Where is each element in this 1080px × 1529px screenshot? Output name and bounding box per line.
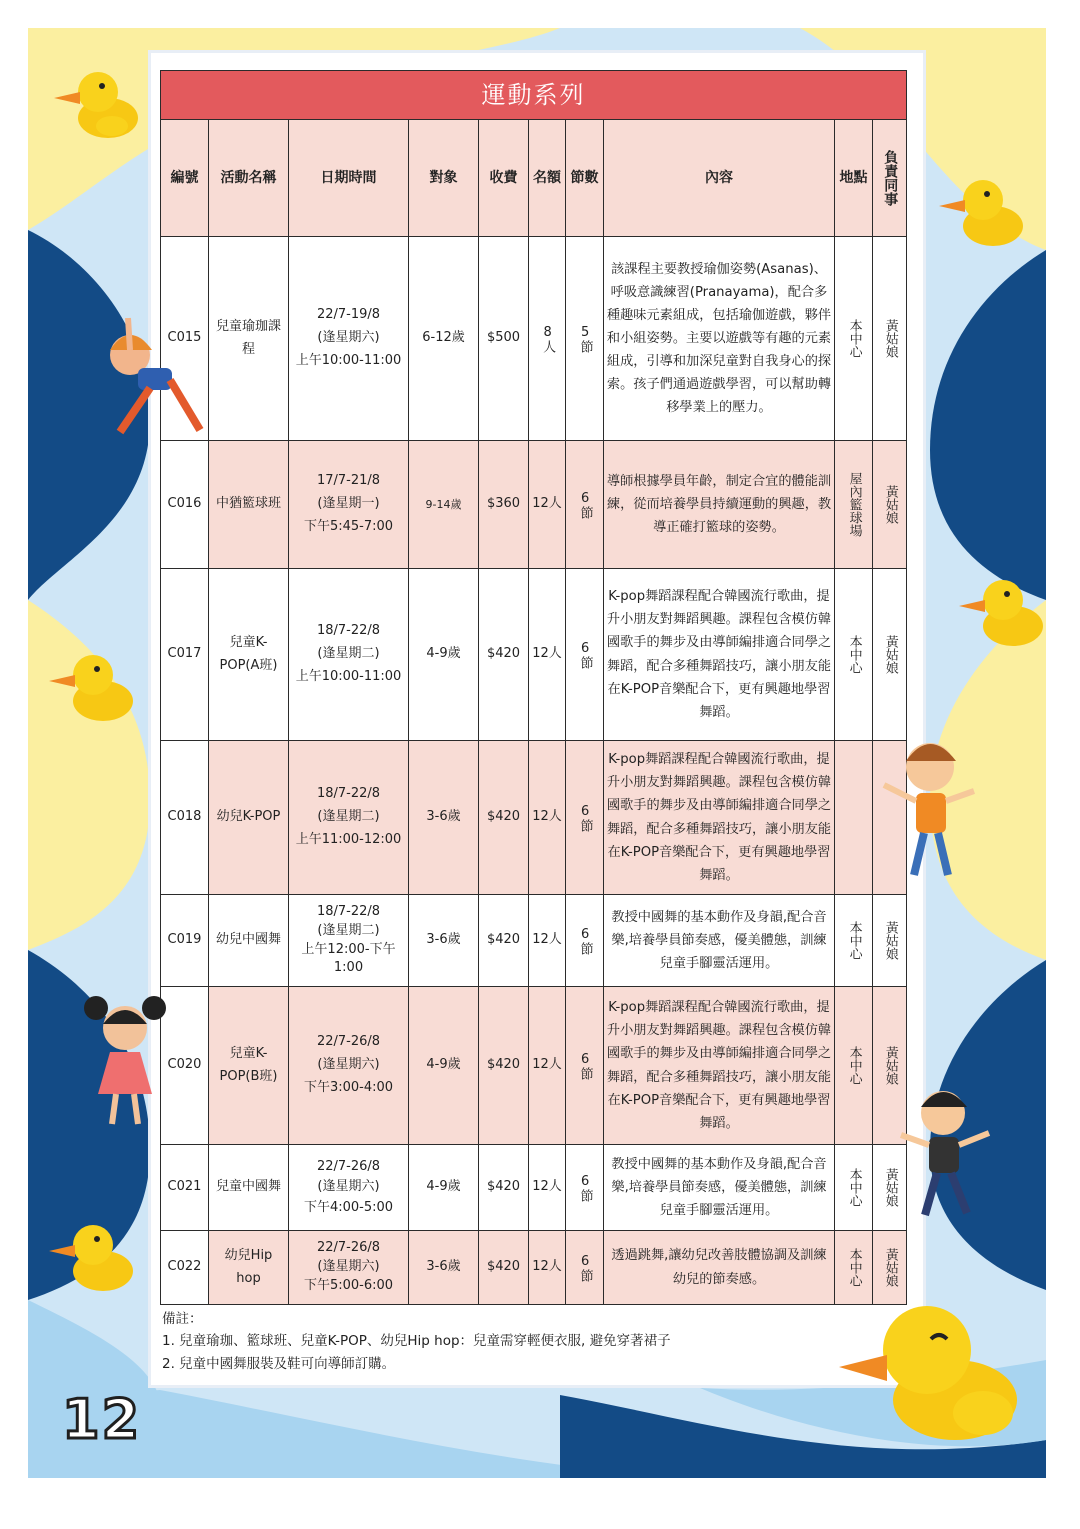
course-datetime: 22/7-26/8 (逢星期六) 下午4:00-5:00 [289,1145,409,1231]
course-staff: 黃姑娘 [873,1145,907,1231]
sports-schedule-table [160,70,907,1305]
page-number: 12 [62,1388,142,1451]
header-content: 內容 [604,120,835,237]
dancing-girl-illustration [80,990,170,1130]
course-sessions: 6節 [566,741,604,895]
course-name: 中猶籃球班 [209,441,289,569]
rubber-duck-icon [835,1295,1025,1445]
course-staff: 黃姑娘 [873,895,907,987]
course-venue: 本中心 [835,569,873,741]
header-name: 活動名稱 [209,120,289,237]
section-title: 運動系列 [161,71,907,120]
course-venue: 本中心 [835,1145,873,1231]
course-target: 6-12歲 [409,237,479,441]
table-row [161,237,907,441]
header-venue: 地點 [835,120,873,237]
course-code: C022 [161,1231,209,1305]
course-code: C018 [161,741,209,895]
course-target: 4-9歲 [409,569,479,741]
table-row [161,441,907,569]
course-name: 兒童K-POP(B班) [209,987,289,1145]
course-target: 4-9歲 [409,987,479,1145]
rubber-duck-icon [45,1215,137,1295]
dancing-kid-illustration [895,1085,995,1225]
course-quota: 12人 [529,1231,566,1305]
course-name: 幼兒K-POP [209,741,289,895]
course-sessions: 6節 [566,1145,604,1231]
note-item: 2. 兒童中國舞服裝及鞋可向導師訂購。 [162,1355,396,1372]
table-row [161,987,907,1145]
course-content: K-pop舞蹈課程配合韓國流行歌曲，提升小朋友對舞蹈興趣。課程包含模仿韓國歌手的舞步及由導師編排適合同學之舞蹈，配合多種舞蹈技巧，讓小朋友能在K-POP音樂配合下，更有興趣地學習舞蹈。 [604,987,835,1145]
course-datetime: 18/7-22/8 (逢星期二) 上午10:00-11:00 [289,569,409,741]
course-name: 兒童K-POP(A班) [209,569,289,741]
course-sessions: 6節 [566,441,604,569]
course-code: C021 [161,1145,209,1231]
course-target: 3-6歲 [409,1231,479,1305]
course-fee: $420 [479,569,529,741]
table-row [161,1231,907,1305]
yoga-girl-illustration [100,310,210,440]
course-staff: 黃姑娘 [873,987,907,1145]
header-row [161,120,907,237]
course-target: 3-6歲 [409,895,479,987]
course-content: 教授中國舞的基本動作及身韻,配合音樂,培養學員節奏感，優美體態，訓練兒童手腳靈活運用。 [604,1145,835,1231]
header-sessions: 節數 [566,120,604,237]
course-code: C020 [161,987,209,1145]
header-code: 編號 [161,120,209,237]
dancing-boy-illustration [878,735,978,885]
course-sessions: 6節 [566,987,604,1145]
rubber-duck-icon [50,62,142,142]
course-staff: 黃姑娘 [873,237,907,441]
course-content: 教授中國舞的基本動作及身韻,配合音樂,培養學員節奏感，優美體態，訓練兒童手腳靈活運用。 [604,895,835,987]
course-content: 該課程主要教授瑜伽姿勢(Asanas)、呼吸意識練習(Pranayama)，配合多種趣味元素組成，包括瑜伽遊戲，夥伴和小組姿勢。主要以遊戲等有趣的元素組成，引導和加深兒童對自我身心的探索。孩子們通過遊戲學習，可以幫助轉移學業上的壓力。 [604,237,835,441]
course-datetime: 22/7-26/8 (逢星期六) 下午3:00-4:00 [289,987,409,1145]
notes-section [162,1308,902,1375]
course-datetime: 18/7-22/8 (逢星期二) 上午11:00-12:00 [289,741,409,895]
header-quota: 名額 [529,120,566,237]
rubber-duck-icon [935,170,1027,250]
course-quota: 12人 [529,987,566,1145]
course-content: 透過跳舞,讓幼兒改善肢體協調及訓練幼兒的節奏感。 [604,1231,835,1305]
course-name: 幼兒中國舞 [209,895,289,987]
course-content: 導師根據學員年齡，制定合宜的體能訓練，從而培養學員持續運動的興趣，教導正確打籃球的姿勢。 [604,441,835,569]
table-row [161,741,907,895]
course-staff: 黃姑娘 [873,441,907,569]
course-venue: 本中心 [835,987,873,1145]
table-row [161,569,907,741]
course-fee: $420 [479,895,529,987]
course-datetime: 22/7-19/8 (逢星期六) 上午10:00-11:00 [289,237,409,441]
course-venue: 屋內籃球場 [835,441,873,569]
table-row [161,895,907,987]
course-sessions: 6節 [566,895,604,987]
course-code: C016 [161,441,209,569]
course-sessions: 6節 [566,569,604,741]
header-target: 對象 [409,120,479,237]
course-quota: 8人 [529,237,566,441]
course-target: 4-9歲 [409,1145,479,1231]
course-quota: 12人 [529,441,566,569]
notes-title: 備註： [162,1311,203,1327]
course-quota: 12人 [529,741,566,895]
course-quota: 12人 [529,569,566,741]
table-row [161,1145,907,1231]
course-fee: $420 [479,987,529,1145]
course-sessions: 5節 [566,237,604,441]
course-datetime: 17/7-21/8 (逢星期一) 下午5:45-7:00 [289,441,409,569]
course-venue: 本中心 [835,237,873,441]
course-fee: $420 [479,741,529,895]
course-venue: 本中心 [835,895,873,987]
rubber-duck-icon [45,645,137,725]
course-fee: $420 [479,1231,529,1305]
course-fee: $500 [479,237,529,441]
note-item: 1. 兒童瑜珈、籃球班、兒童K-POP、幼兒Hip hop：兒童需穿輕便衣服, 避免穿著裙子 [162,1333,671,1350]
course-target: 9-14歲 [409,441,479,569]
rubber-duck-icon [955,570,1047,650]
course-content: K-pop舞蹈課程配合韓國流行歌曲，提升小朋友對舞蹈興趣。課程包含模仿韓國歌手的舞步及由導師編排適合同學之舞蹈，配合多種舞蹈技巧，讓小朋友能在K-POP音樂配合下，更有興趣地學習舞蹈。 [604,741,835,895]
header-fee: 收費 [479,120,529,237]
header-datetime: 日期時間 [289,120,409,237]
course-sessions: 6節 [566,1231,604,1305]
course-fee: $360 [479,441,529,569]
course-name: 幼兒Hip hop [209,1231,289,1305]
course-name: 兒童中國舞 [209,1145,289,1231]
course-venue [835,741,873,895]
course-target: 3-6歲 [409,741,479,895]
course-venue: 本中心 [835,1231,873,1305]
course-staff: 黃姑娘 [873,569,907,741]
course-quota: 12人 [529,1145,566,1231]
course-code: C017 [161,569,209,741]
course-code: C015 [161,237,209,441]
course-staff: 黃姑娘 [873,1231,907,1305]
header-staff: 負責同事 [873,120,907,237]
course-code: C019 [161,895,209,987]
course-content: K-pop舞蹈課程配合韓國流行歌曲，提升小朋友對舞蹈興趣。課程包含模仿韓國歌手的舞步及由導師編排適合同學之舞蹈，配合多種舞蹈技巧，讓小朋友能在K-POP音樂配合下，更有興趣地學習舞蹈。 [604,569,835,741]
course-name: 兒童瑜珈課程 [209,237,289,441]
course-quota: 12人 [529,895,566,987]
course-datetime: 22/7-26/8 (逢星期六) 下午5:00-6:00 [289,1231,409,1305]
course-datetime: 18/7-22/8 (逢星期二) 上午12:00-下午1:00 [289,895,409,987]
course-fee: $420 [479,1145,529,1231]
